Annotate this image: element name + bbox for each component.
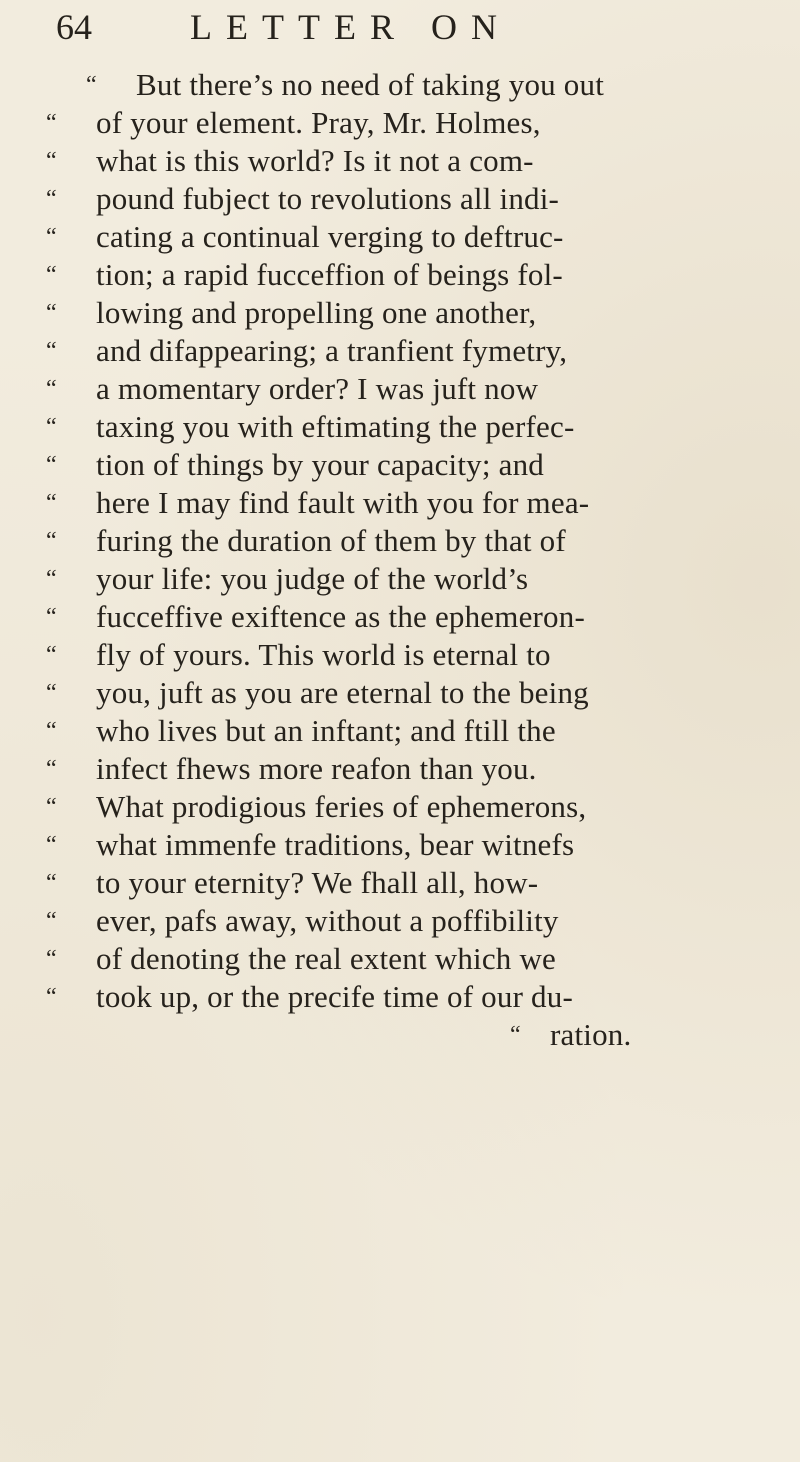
line-text: furing the duration of them by that of — [96, 523, 566, 558]
line-text: a momentary order? I was juft now — [96, 371, 539, 406]
text-line — [46, 712, 766, 750]
quote-mark: “ — [46, 452, 57, 478]
quote-mark: “ — [46, 224, 57, 250]
quote-mark: “ — [46, 528, 57, 554]
quote-mark: “ — [46, 604, 57, 630]
quote-mark: “ — [46, 338, 57, 364]
text-line — [46, 218, 766, 256]
quote-mark: “ — [46, 300, 57, 326]
line-text: to your eternity? We fhall all, how- — [96, 865, 539, 900]
line-text: took up, or the precife time of our du- — [96, 979, 573, 1014]
quote-mark: “ — [46, 680, 57, 706]
line-text: and difappearing; a tranfient fymetry, — [96, 333, 568, 368]
line-text: cating a continual verging to deftruc- — [96, 219, 564, 254]
line-text: infect fhews more reafon than you. — [96, 751, 537, 786]
text-line — [46, 674, 766, 712]
text-line — [46, 864, 766, 902]
line-text: tion of things by your capacity; and — [96, 447, 544, 482]
text-line — [46, 180, 766, 218]
quote-mark: “ — [46, 756, 57, 782]
line-text: fly of yours. This world is eternal to — [96, 637, 551, 672]
quote-mark: “ — [46, 908, 57, 934]
text-line — [46, 1016, 766, 1054]
text-line — [46, 598, 766, 636]
quote-mark: “ — [46, 794, 57, 820]
quote-mark: “ — [46, 870, 57, 896]
page-header — [40, 0, 760, 62]
line-text: tion; a rapid fucceffion of beings fol- — [96, 257, 563, 292]
line-text: taxing you with eftimating the perfec- — [96, 409, 575, 444]
text-line — [46, 332, 766, 370]
quote-mark: “ — [510, 1022, 521, 1048]
line-text: your life: you judge of the world’s — [96, 561, 529, 596]
text-line — [46, 560, 766, 598]
line-text: what immenfe traditions, bear witnefs — [96, 827, 575, 862]
line-text: ration. — [550, 1017, 632, 1052]
quote-mark: “ — [46, 946, 57, 972]
quote-mark: “ — [46, 262, 57, 288]
text-line — [46, 370, 766, 408]
text-line — [46, 256, 766, 294]
line-text: of denoting the real extent which we — [96, 941, 556, 976]
quote-mark: “ — [46, 186, 57, 212]
text-line — [46, 142, 766, 180]
text-line — [46, 294, 766, 332]
quote-mark: “ — [46, 566, 57, 592]
line-text: who lives but an inftant; and ftill the — [96, 713, 556, 748]
text-line — [46, 750, 766, 788]
quote-mark: “ — [46, 490, 57, 516]
line-text: But there’s no need of taking you out — [136, 67, 605, 102]
line-text: what is this world? Is it not a com- — [96, 143, 534, 178]
text-line — [46, 484, 766, 522]
quote-mark: “ — [46, 718, 57, 744]
quote-mark: “ — [86, 72, 97, 98]
line-text: fucceffive exiftence as the ephemeron- — [96, 599, 585, 634]
text-line — [46, 66, 766, 104]
quote-mark: “ — [46, 148, 57, 174]
quote-mark: “ — [46, 832, 57, 858]
line-text: lowing and propelling one another, — [96, 295, 537, 330]
quote-mark: “ — [46, 110, 57, 136]
text-line — [46, 826, 766, 864]
line-text: ever, pafs away, without a poffibility — [96, 903, 559, 938]
text-line — [46, 408, 766, 446]
line-text: of your element. Pray, Mr. Holmes, — [96, 105, 541, 140]
quote-mark: “ — [46, 376, 57, 402]
body-text — [46, 66, 766, 1054]
text-line — [46, 636, 766, 674]
quote-mark: “ — [46, 984, 57, 1010]
text-line — [46, 788, 766, 826]
text-line — [46, 522, 766, 560]
line-text: pound fubject to revolutions all indi- — [96, 181, 560, 216]
running-head: LETTER ON — [190, 7, 511, 47]
line-text: you, juft as you are eternal to the being — [96, 675, 589, 710]
quote-mark: “ — [46, 642, 57, 668]
line-text: here I may find fault with you for mea- — [96, 485, 590, 520]
line-text: What prodigious feries of ephemerons, — [96, 789, 587, 824]
page-number: 64 — [56, 7, 92, 47]
text-line — [46, 940, 766, 978]
text-line — [46, 902, 766, 940]
text-line — [46, 104, 766, 142]
text-line — [46, 446, 766, 484]
text-line — [46, 978, 766, 1016]
quote-mark: “ — [46, 414, 57, 440]
